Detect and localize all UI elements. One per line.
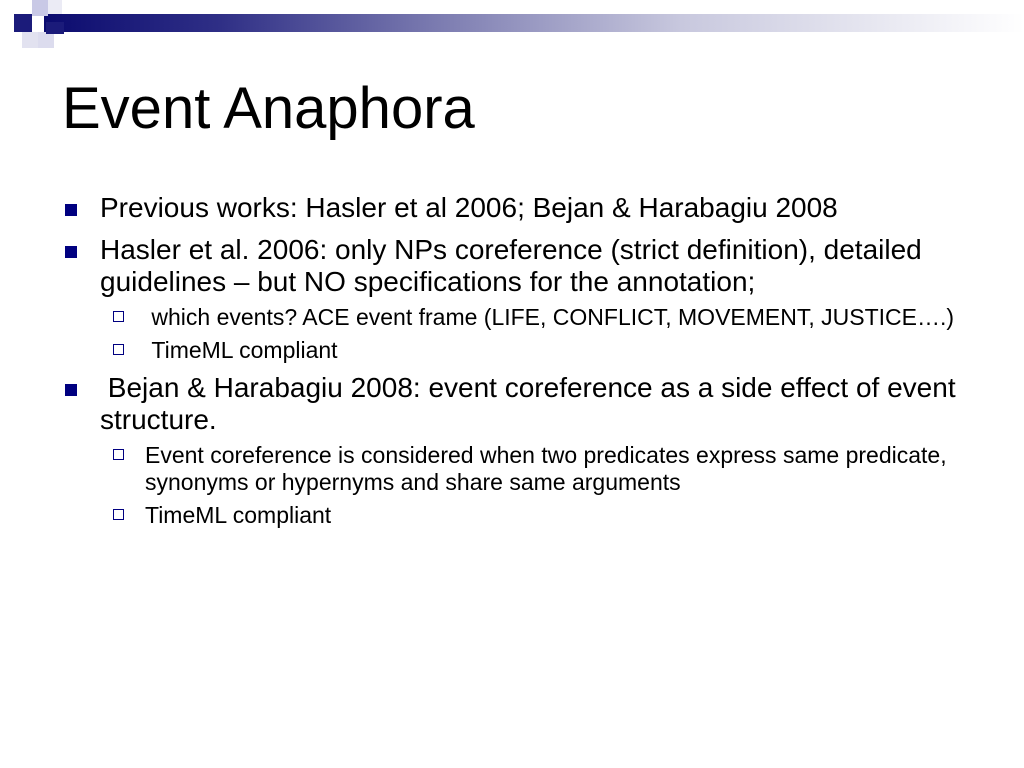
bullet-text: Bejan & Harabagiu 2008: event coreference as a side effect of event structure. [100, 372, 964, 435]
bullet-text: Previous works: Hasler et al 2006; Bejan & Harabagiu 2008 [100, 192, 838, 223]
header-gradient-band [44, 14, 1024, 32]
sub-bullet-item [109, 304, 982, 331]
slide-title: Event Anaphora [62, 76, 475, 141]
decor-square-icon [32, 0, 48, 16]
sub-bullet-text: which events? ACE event frame (LIFE, CONFLICT, MOVEMENT, JUSTICE….) [145, 304, 955, 330]
decor-square-icon [48, 0, 62, 14]
bullet-item [62, 192, 982, 224]
square-bullet-icon [65, 204, 77, 216]
square-bullet-icon [65, 246, 77, 258]
decor-square-icon [14, 14, 32, 32]
sub-bullet-list [62, 304, 982, 364]
decor-square-icon [46, 22, 64, 34]
sub-bullet-item [109, 337, 982, 364]
sub-bullet-item [109, 502, 982, 529]
bullet-item [62, 234, 982, 298]
hollow-square-bullet-icon [113, 509, 124, 520]
square-bullet-icon [65, 384, 77, 396]
bullet-item [62, 372, 982, 436]
slide-body [62, 192, 982, 537]
hollow-square-bullet-icon [113, 344, 124, 355]
sub-bullet-list [62, 442, 982, 529]
sub-bullet-text: TimeML compliant [145, 502, 332, 528]
hollow-square-bullet-icon [113, 449, 124, 460]
decor-square-icon [22, 32, 38, 48]
sub-bullet-item [109, 442, 982, 496]
decor-square-icon [38, 32, 54, 48]
bullet-text: Hasler et al. 2006: only NPs coreference (strict definition), detailed guidelines – but NO specifications for the annotation; [100, 234, 930, 297]
sub-bullet-text: Event coreference is considered when two predicates express same predicate, synonyms or hypernyms and share same arguments [145, 442, 953, 495]
sub-bullet-text: TimeML compliant [145, 337, 338, 363]
hollow-square-bullet-icon [113, 311, 124, 322]
